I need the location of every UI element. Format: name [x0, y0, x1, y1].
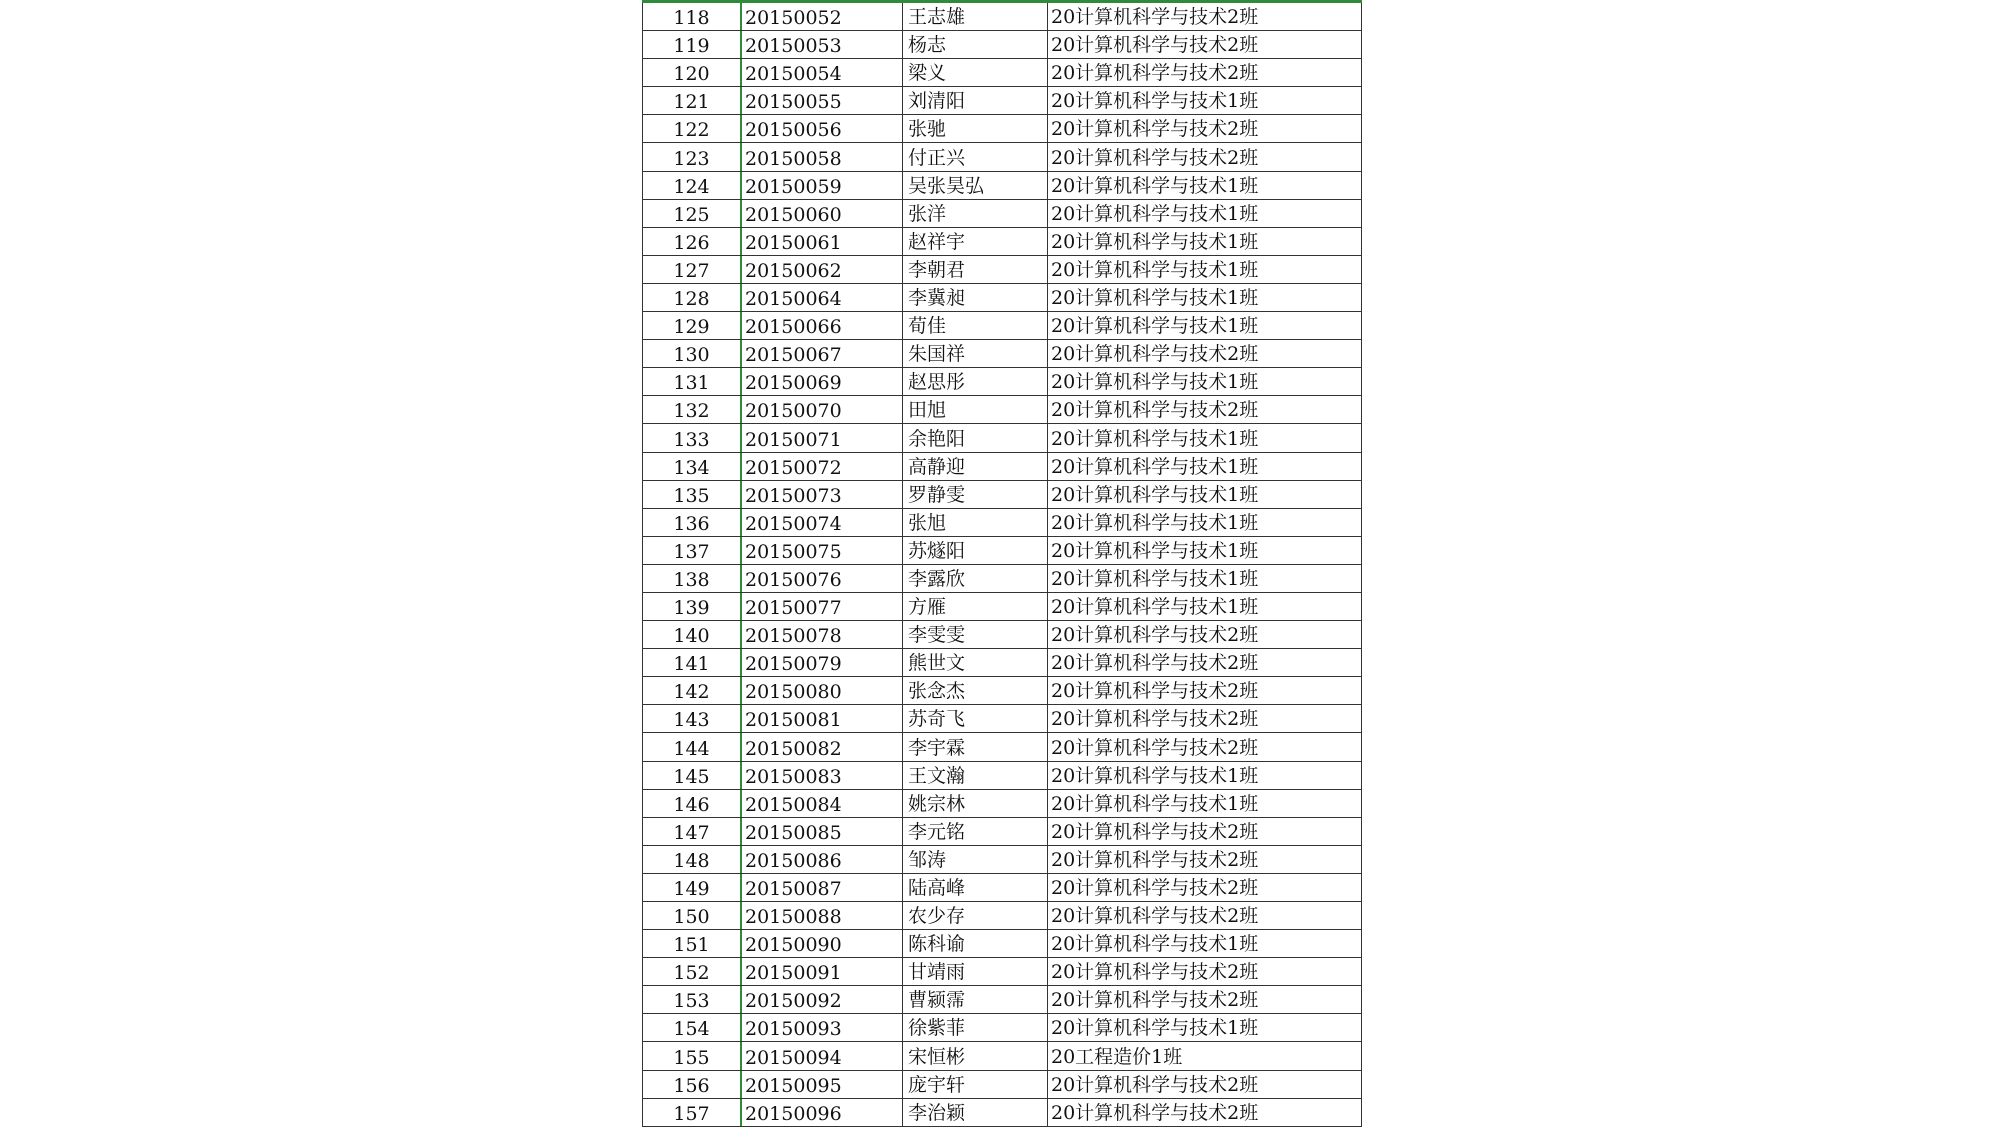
cell-class[interactable]: 20计算机科学与技术2班	[1047, 818, 1362, 845]
table-row	[642, 902, 1362, 930]
cell-index[interactable]: 134	[642, 453, 740, 480]
cell-index[interactable]: 145	[642, 762, 740, 789]
cell-student-id[interactable]: 20150055	[740, 87, 902, 114]
cell-class[interactable]: 20计算机科学与技术2班	[1047, 143, 1362, 170]
cell-index[interactable]: 130	[642, 340, 740, 367]
table-row	[642, 31, 1362, 59]
cell-name[interactable]: 李治颖	[902, 1099, 1047, 1126]
cell-name[interactable]: 陆高峰	[902, 874, 1047, 901]
cell-class[interactable]: 20计算机科学与技术1班	[1047, 200, 1362, 227]
table-row	[642, 1014, 1362, 1042]
cell-class[interactable]: 20计算机科学与技术1班	[1047, 1014, 1362, 1041]
cell-name[interactable]: 张洋	[902, 200, 1047, 227]
cell-student-id[interactable]: 20150083	[740, 762, 902, 789]
cell-index[interactable]: 153	[642, 986, 740, 1013]
cell-student-id[interactable]: 20150090	[740, 930, 902, 957]
cell-index[interactable]: 147	[642, 818, 740, 845]
cell-name[interactable]: 甘靖雨	[902, 958, 1047, 985]
cell-class[interactable]: 20计算机科学与技术2班	[1047, 1071, 1362, 1098]
cell-index[interactable]: 138	[642, 565, 740, 592]
cell-student-id[interactable]: 20150072	[740, 453, 902, 480]
cell-index[interactable]: 126	[642, 228, 740, 255]
cell-class[interactable]: 20计算机科学与技术2班	[1047, 115, 1362, 142]
cell-name[interactable]: 杨志	[902, 31, 1047, 58]
cell-name[interactable]: 徐紫菲	[902, 1014, 1047, 1041]
cell-class[interactable]: 20计算机科学与技术2班	[1047, 705, 1362, 732]
cell-student-id[interactable]: 20150069	[740, 368, 902, 395]
cell-student-id[interactable]: 20150066	[740, 312, 902, 339]
cell-class[interactable]: 20计算机科学与技术1班	[1047, 762, 1362, 789]
cell-class[interactable]: 20计算机科学与技术2班	[1047, 621, 1362, 648]
cell-name[interactable]: 邹涛	[902, 846, 1047, 873]
cell-class[interactable]: 20计算机科学与技术1班	[1047, 284, 1362, 311]
table-row	[642, 396, 1362, 424]
cell-index[interactable]: 148	[642, 846, 740, 873]
cell-class[interactable]: 20计算机科学与技术1班	[1047, 368, 1362, 395]
cell-student-id[interactable]: 20150086	[740, 846, 902, 873]
cell-name[interactable]: 李元铭	[902, 818, 1047, 845]
cell-index[interactable]: 121	[642, 87, 740, 114]
cell-index[interactable]: 119	[642, 31, 740, 58]
cell-class[interactable]: 20工程造价1班	[1047, 1042, 1362, 1069]
table-row	[642, 424, 1362, 452]
cell-index[interactable]: 143	[642, 705, 740, 732]
cell-class[interactable]: 20计算机科学与技术2班	[1047, 340, 1362, 367]
table-row	[642, 228, 1362, 256]
cell-student-id[interactable]: 20150095	[740, 1071, 902, 1098]
cell-class[interactable]: 20计算机科学与技术2班	[1047, 396, 1362, 423]
cell-index[interactable]: 146	[642, 790, 740, 817]
cell-student-id[interactable]: 20150087	[740, 874, 902, 901]
table-row	[642, 284, 1362, 312]
cell-index[interactable]: 154	[642, 1014, 740, 1041]
cell-class[interactable]: 20计算机科学与技术1班	[1047, 256, 1362, 283]
table-row	[642, 3, 1362, 31]
cell-class[interactable]: 20计算机科学与技术2班	[1047, 3, 1362, 30]
cell-student-id[interactable]: 20150062	[740, 256, 902, 283]
cell-class[interactable]: 20计算机科学与技术1班	[1047, 509, 1362, 536]
table-row	[642, 677, 1362, 705]
cell-class[interactable]: 20计算机科学与技术1班	[1047, 424, 1362, 451]
table-row	[642, 958, 1362, 986]
cell-index[interactable]: 155	[642, 1042, 740, 1069]
cell-name[interactable]: 付正兴	[902, 143, 1047, 170]
table-row	[642, 818, 1362, 846]
cell-student-id[interactable]: 20150054	[740, 59, 902, 86]
cell-student-id[interactable]: 20150058	[740, 143, 902, 170]
cell-student-id[interactable]: 20150092	[740, 986, 902, 1013]
cell-student-id[interactable]: 20150085	[740, 818, 902, 845]
cell-class[interactable]: 20计算机科学与技术1班	[1047, 172, 1362, 199]
cell-name[interactable]: 熊世文	[902, 649, 1047, 676]
cell-class[interactable]: 20计算机科学与技术1班	[1047, 312, 1362, 339]
cell-class[interactable]: 20计算机科学与技术2班	[1047, 1099, 1362, 1126]
cell-class[interactable]: 20计算机科学与技术1班	[1047, 481, 1362, 508]
table-row	[642, 368, 1362, 396]
cell-student-id[interactable]: 20150077	[740, 593, 902, 620]
cell-name[interactable]: 李朝君	[902, 256, 1047, 283]
cell-student-id[interactable]: 20150070	[740, 396, 902, 423]
cell-class[interactable]: 20计算机科学与技术1班	[1047, 228, 1362, 255]
cell-class[interactable]: 20计算机科学与技术2班	[1047, 874, 1362, 901]
table-row	[642, 87, 1362, 115]
cell-name[interactable]: 刘清阳	[902, 87, 1047, 114]
cell-class[interactable]: 20计算机科学与技术1班	[1047, 565, 1362, 592]
cell-name[interactable]: 张念杰	[902, 677, 1047, 704]
table-row	[642, 59, 1362, 87]
cell-index[interactable]: 141	[642, 649, 740, 676]
cell-student-id[interactable]: 20150060	[740, 200, 902, 227]
cell-index[interactable]: 157	[642, 1099, 740, 1126]
cell-student-id[interactable]: 20150073	[740, 481, 902, 508]
table-row	[642, 790, 1362, 818]
cell-index[interactable]: 139	[642, 593, 740, 620]
cell-class[interactable]: 20计算机科学与技术1班	[1047, 930, 1362, 957]
table-row	[642, 705, 1362, 733]
cell-index[interactable]: 127	[642, 256, 740, 283]
cell-name[interactable]: 梁义	[902, 59, 1047, 86]
cell-index[interactable]: 140	[642, 621, 740, 648]
cell-name[interactable]: 李冀昶	[902, 284, 1047, 311]
cell-class[interactable]: 20计算机科学与技术2班	[1047, 958, 1362, 985]
cell-name[interactable]: 李雯雯	[902, 621, 1047, 648]
cell-name[interactable]: 田旭	[902, 396, 1047, 423]
cell-index[interactable]: 123	[642, 143, 740, 170]
cell-name[interactable]: 方雁	[902, 593, 1047, 620]
cell-name[interactable]: 赵祥宇	[902, 228, 1047, 255]
cell-student-id[interactable]: 20150091	[740, 958, 902, 985]
cell-index[interactable]: 132	[642, 396, 740, 423]
table-row	[642, 762, 1362, 790]
cell-index[interactable]: 152	[642, 958, 740, 985]
cell-student-id[interactable]: 20150056	[740, 115, 902, 142]
cell-name[interactable]: 张驰	[902, 115, 1047, 142]
cell-student-id[interactable]: 20150067	[740, 340, 902, 367]
table-row	[642, 621, 1362, 649]
cell-class[interactable]: 20计算机科学与技术2班	[1047, 59, 1362, 86]
cell-class[interactable]: 20计算机科学与技术2班	[1047, 31, 1362, 58]
table-row	[642, 874, 1362, 902]
cell-index[interactable]: 144	[642, 733, 740, 760]
cell-name[interactable]: 李露欣	[902, 565, 1047, 592]
cell-name[interactable]: 赵思彤	[902, 368, 1047, 395]
cell-student-id[interactable]: 20150064	[740, 284, 902, 311]
cell-index[interactable]: 118	[642, 3, 740, 30]
cell-name[interactable]: 罗静雯	[902, 481, 1047, 508]
cell-name[interactable]: 宋恒彬	[902, 1042, 1047, 1069]
cell-name[interactable]: 陈科谕	[902, 930, 1047, 957]
table-row	[642, 986, 1362, 1014]
cell-index[interactable]: 142	[642, 677, 740, 704]
cell-class[interactable]: 20计算机科学与技术1班	[1047, 593, 1362, 620]
cell-student-id[interactable]: 20150081	[740, 705, 902, 732]
table-row	[642, 453, 1362, 481]
cell-index[interactable]: 131	[642, 368, 740, 395]
table-row	[642, 733, 1362, 761]
cell-student-id[interactable]: 20150079	[740, 649, 902, 676]
cell-class[interactable]: 20计算机科学与技术2班	[1047, 902, 1362, 929]
cell-name[interactable]: 高静迎	[902, 453, 1047, 480]
cell-index[interactable]: 120	[642, 59, 740, 86]
table-row	[642, 115, 1362, 143]
cell-student-id[interactable]: 20150094	[740, 1042, 902, 1069]
table-row	[642, 565, 1362, 593]
cell-student-id[interactable]: 20150093	[740, 1014, 902, 1041]
cell-name[interactable]: 农少存	[902, 902, 1047, 929]
cell-index[interactable]: 137	[642, 537, 740, 564]
cell-index[interactable]: 135	[642, 481, 740, 508]
cell-student-id[interactable]: 20150052	[740, 3, 902, 30]
cell-index[interactable]: 149	[642, 874, 740, 901]
cell-index[interactable]: 122	[642, 115, 740, 142]
cell-class[interactable]: 20计算机科学与技术1班	[1047, 790, 1362, 817]
cell-name[interactable]: 庞宇轩	[902, 1071, 1047, 1098]
cell-student-id[interactable]: 20150096	[740, 1099, 902, 1126]
cell-student-id[interactable]: 20150076	[740, 565, 902, 592]
cell-student-id[interactable]: 20150059	[740, 172, 902, 199]
cell-index[interactable]: 125	[642, 200, 740, 227]
table-row	[642, 509, 1362, 537]
student-table	[642, 0, 1362, 1127]
cell-name[interactable]: 张旭	[902, 509, 1047, 536]
cell-class[interactable]: 20计算机科学与技术2班	[1047, 677, 1362, 704]
cell-index[interactable]: 129	[642, 312, 740, 339]
table-row	[642, 1071, 1362, 1099]
cell-class[interactable]: 20计算机科学与技术2班	[1047, 986, 1362, 1013]
table-row	[642, 1042, 1362, 1070]
table-row	[642, 846, 1362, 874]
cell-name[interactable]: 朱国祥	[902, 340, 1047, 367]
cell-student-id[interactable]: 20150075	[740, 537, 902, 564]
cell-index[interactable]: 156	[642, 1071, 740, 1098]
cell-student-id[interactable]: 20150071	[740, 424, 902, 451]
cell-name[interactable]: 曹颍霈	[902, 986, 1047, 1013]
table-row	[642, 143, 1362, 171]
cell-index[interactable]: 136	[642, 509, 740, 536]
cell-index[interactable]: 151	[642, 930, 740, 957]
table-row	[642, 1099, 1362, 1127]
table-row	[642, 200, 1362, 228]
table-row	[642, 481, 1362, 509]
table-row	[642, 340, 1362, 368]
cell-class[interactable]: 20计算机科学与技术2班	[1047, 733, 1362, 760]
cell-student-id[interactable]: 20150082	[740, 733, 902, 760]
cell-class[interactable]: 20计算机科学与技术1班	[1047, 537, 1362, 564]
cell-student-id[interactable]: 20150078	[740, 621, 902, 648]
cell-student-id[interactable]: 20150061	[740, 228, 902, 255]
cell-index[interactable]: 150	[642, 902, 740, 929]
cell-name[interactable]: 苏燧阳	[902, 537, 1047, 564]
table-row	[642, 649, 1362, 677]
cell-name[interactable]: 李宇霖	[902, 733, 1047, 760]
table-row	[642, 172, 1362, 200]
cell-name[interactable]: 荀佳	[902, 312, 1047, 339]
cell-class[interactable]: 20计算机科学与技术2班	[1047, 649, 1362, 676]
cell-name[interactable]: 余艳阳	[902, 424, 1047, 451]
cell-name[interactable]: 王志雄	[902, 3, 1047, 30]
table-row	[642, 256, 1362, 284]
cell-index[interactable]: 133	[642, 424, 740, 451]
cell-student-id[interactable]: 20150088	[740, 902, 902, 929]
table-row	[642, 312, 1362, 340]
cell-name[interactable]: 吴张昊弘	[902, 172, 1047, 199]
cell-student-id[interactable]: 20150080	[740, 677, 902, 704]
cell-class[interactable]: 20计算机科学与技术1班	[1047, 87, 1362, 114]
cell-student-id[interactable]: 20150084	[740, 790, 902, 817]
table-row	[642, 537, 1362, 565]
cell-class[interactable]: 20计算机科学与技术1班	[1047, 453, 1362, 480]
cell-student-id[interactable]: 20150053	[740, 31, 902, 58]
cell-name[interactable]: 王文瀚	[902, 762, 1047, 789]
cell-name[interactable]: 苏奇飞	[902, 705, 1047, 732]
cell-index[interactable]: 124	[642, 172, 740, 199]
cell-name[interactable]: 姚宗林	[902, 790, 1047, 817]
table-row	[642, 930, 1362, 958]
cell-index[interactable]: 128	[642, 284, 740, 311]
cell-class[interactable]: 20计算机科学与技术2班	[1047, 846, 1362, 873]
table-row	[642, 593, 1362, 621]
cell-student-id[interactable]: 20150074	[740, 509, 902, 536]
